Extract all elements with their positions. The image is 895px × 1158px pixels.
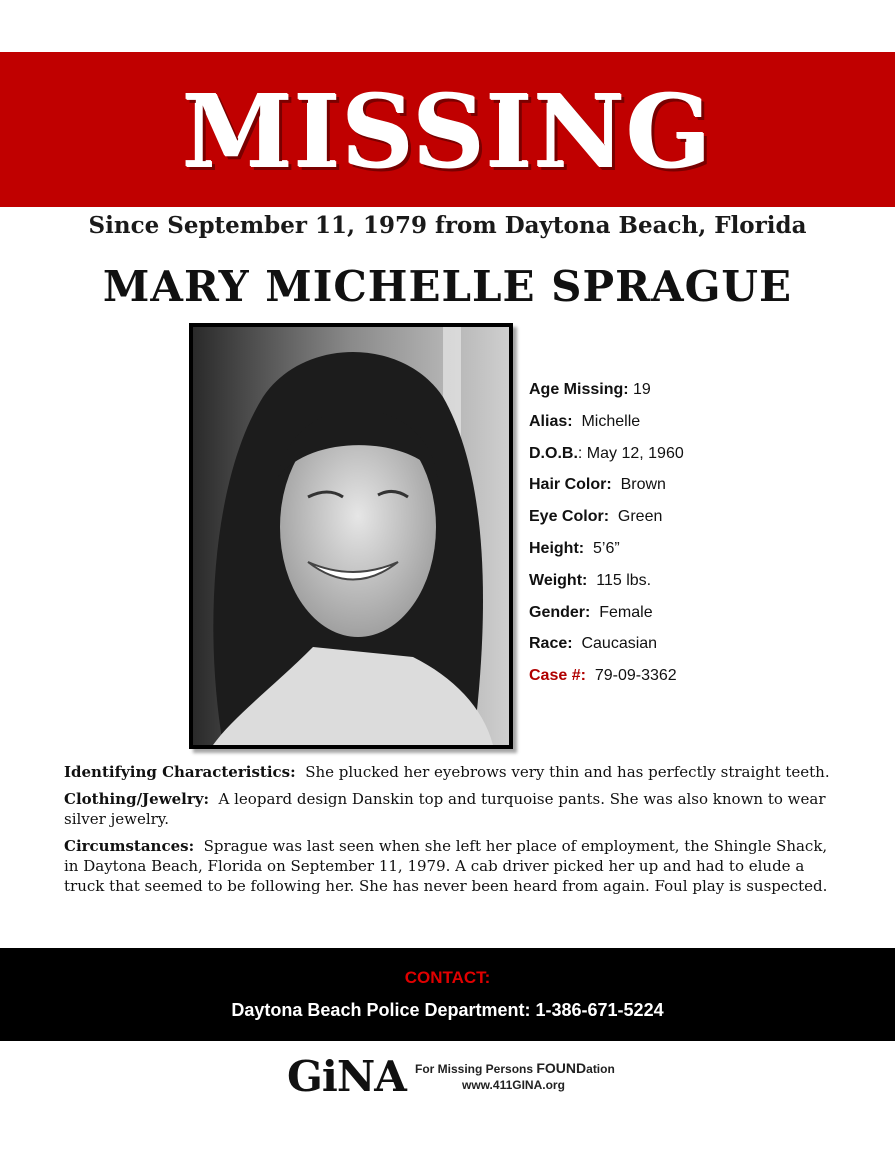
detail-value: 19 <box>628 381 651 398</box>
detail-age-missing <box>529 378 879 410</box>
paragraph-text: Sprague was last seen when she left her place of employment, the Shingle Shack, in Daytona Beach, Florida on September 11, 1979. A cab driver picked her up and had to elude a truck that seemed to be following her. She has never been heard from again. Foul play is suspected. <box>64 837 832 895</box>
detail-label: Alias: <box>529 412 573 430</box>
detail-value: 115 lbs. <box>587 571 652 589</box>
foundation-url[interactable]: www.411GINA.org <box>462 1078 565 1092</box>
detail-height <box>529 537 879 569</box>
circumstances <box>64 836 834 896</box>
paragraph-text: A leopard design Danskin top and turquoise pants. She was also known to wear silver jewelry. <box>64 790 831 828</box>
detail-label: Weight: <box>529 571 588 589</box>
detail-case-number <box>529 664 879 696</box>
detail-eye-color <box>529 505 879 537</box>
clothing-jewelry <box>64 789 834 829</box>
paragraph-text: She plucked her eyebrows very thin and has perfectly straight teeth. <box>295 763 830 781</box>
missing-banner <box>0 52 895 207</box>
paragraph-label: Identifying Characteristics: <box>64 763 296 781</box>
detail-race <box>529 632 879 664</box>
missing-since-line: Since September 11, 1979 from Daytona Beach, Florida <box>88 212 807 239</box>
detail-value: 79-09-3362 <box>585 667 677 685</box>
detail-dob <box>529 442 879 474</box>
detail-label: Age Missing: <box>529 381 629 398</box>
detail-hair-color <box>529 473 879 505</box>
detail-label: Gender: <box>529 603 591 621</box>
detail-value: Female <box>590 603 653 621</box>
detail-label: Case #: <box>529 667 586 685</box>
contact-bar <box>0 948 895 1041</box>
paragraph-label: Circumstances: <box>64 837 195 855</box>
missing-person-photo <box>189 323 513 749</box>
gina-logo: GiNA <box>287 1052 406 1101</box>
detail-gender <box>529 601 879 633</box>
identifying-characteristics <box>64 762 834 782</box>
detail-label: Race: <box>529 635 573 653</box>
contact-phone-line: Daytona Beach Police Department: 1-386-671-5224 <box>231 1000 664 1020</box>
detail-value: Caucasian <box>572 635 658 653</box>
missing-person-name: MARY MICHELLE SPRAGUE <box>102 262 793 311</box>
details-list <box>529 378 879 696</box>
detail-label: Eye Color: <box>529 508 610 526</box>
detail-value: Green <box>609 508 663 526</box>
foundation-name <box>415 1060 615 1076</box>
description-section <box>64 762 834 903</box>
detail-label: Height: <box>529 539 585 557</box>
foundation-prefix: For Missing Persons <box>415 1062 537 1076</box>
detail-value: 5’6” <box>584 539 620 557</box>
footer <box>287 1052 647 1102</box>
detail-label: D.O.B. <box>529 444 578 462</box>
contact-heading: CONTACT: <box>404 968 491 987</box>
detail-value: Brown <box>611 476 666 494</box>
detail-value: Michelle <box>572 412 641 430</box>
detail-weight <box>529 569 879 601</box>
detail-label: Hair Color: <box>529 476 612 494</box>
banner-title: MISSING <box>182 72 713 191</box>
detail-value: : May 12, 1960 <box>577 444 684 462</box>
foundation-emphasis: FOUND <box>536 1060 587 1076</box>
foundation-suffix: ation <box>586 1062 615 1076</box>
paragraph-label: Clothing/Jewelry: <box>64 790 209 808</box>
detail-alias <box>529 410 879 442</box>
